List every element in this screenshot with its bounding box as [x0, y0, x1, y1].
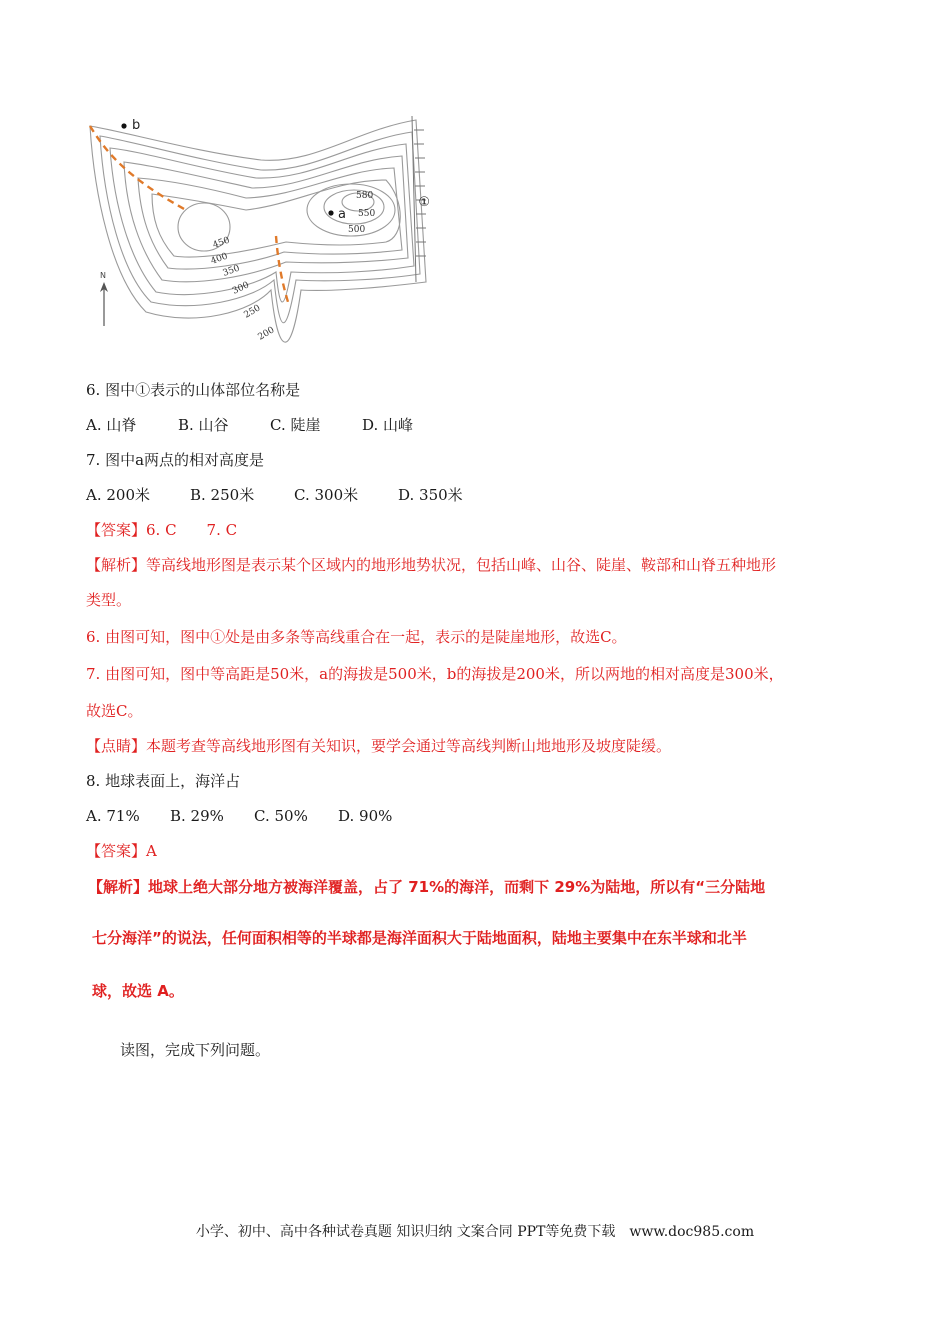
contour-map: [86, 112, 432, 348]
question-6-options: [86, 415, 413, 435]
contour-label: 400: [209, 251, 230, 267]
analysis-6-7-line: 故选C。: [86, 702, 143, 720]
question-7-options: [86, 485, 463, 505]
analysis-6-7-line: 【解析】等高线地形图是表示某个区域内的地形地势状况，包括山峰、山谷、陡崖、鞍部和山脊五种地形: [86, 556, 777, 574]
analysis-8-line: 【解析】地球上绝大部分地方被海洋覆盖，占了 71%的海洋，而剩下 29%为陆地，所以有“三分陆地: [88, 878, 766, 896]
contour-label: 300: [231, 280, 251, 297]
north-arrow-icon: [100, 271, 108, 326]
option-a: A. 山脊: [86, 416, 137, 434]
question-7: 7. 图中a两点的相对高度是: [86, 451, 265, 469]
question-6: 6. 图中①表示的山体部位名称是: [86, 381, 301, 399]
option-d: D. 山峰: [362, 416, 414, 434]
analysis-8-line: 球，故选 A。: [92, 982, 184, 1000]
marker-label: ①: [418, 195, 430, 210]
option-a: A. 200米: [86, 486, 150, 504]
svg-text:N: N: [100, 271, 106, 280]
tip-6-7: 【点睛】本题考查等高线地形图有关知识，要学会通过等高线判断山地地形及坡度陡缓。: [86, 737, 672, 755]
contour-label: 580: [356, 191, 374, 201]
option-c: C. 50%: [254, 807, 308, 825]
read-prompt: 读图，完成下列问题。: [120, 1041, 271, 1059]
option-b: B. 山谷: [178, 416, 229, 434]
analysis-8-line: 七分海洋”的说法，任何面积相等的半球都是海洋面积大于陆地面积，陆地主要集中在东半球和北半: [92, 929, 747, 947]
option-d: D. 90%: [338, 807, 393, 825]
option-c: C. 陡崖: [270, 416, 321, 434]
contour-label: 200: [256, 325, 277, 343]
contour-label: 500: [348, 225, 366, 235]
option-c: C. 300米: [294, 486, 359, 504]
point-b-label: b: [132, 118, 141, 133]
option-b: B. 29%: [170, 807, 224, 825]
analysis-6-7-line: 6. 由图可知，图中①处是由多条等高线重合在一起，表示的是陡崖地形，故选C。: [86, 628, 627, 646]
answer-8: 【答案】A: [86, 842, 157, 860]
question-8: 8. 地球表面上，海洋占: [86, 772, 241, 790]
question-8-options: [86, 806, 392, 826]
contour-label: 550: [358, 209, 376, 219]
answer-6-7: 【答案】6. C 7. C: [86, 521, 238, 539]
contour-label: 450: [211, 235, 232, 251]
analysis-6-7-line: 类型。: [86, 591, 132, 609]
option-d: D. 350米: [398, 486, 463, 504]
point-a-label: a: [338, 207, 346, 222]
option-a: A. 71%: [86, 807, 140, 825]
contour-label: 250: [242, 303, 263, 321]
option-b: B. 250米: [190, 486, 255, 504]
contour-label: 350: [221, 263, 242, 279]
page-footer: 小学、初中、高中各种试卷真题 知识归纳 文案合同 PPT等免费下载 www.doc985.com: [195, 1224, 755, 1240]
analysis-6-7-line: 7. 由图可知，图中等高距是50米，a的海拔是500米，b的海拔是200米，所以两地的相对高度是300米，: [86, 665, 784, 683]
